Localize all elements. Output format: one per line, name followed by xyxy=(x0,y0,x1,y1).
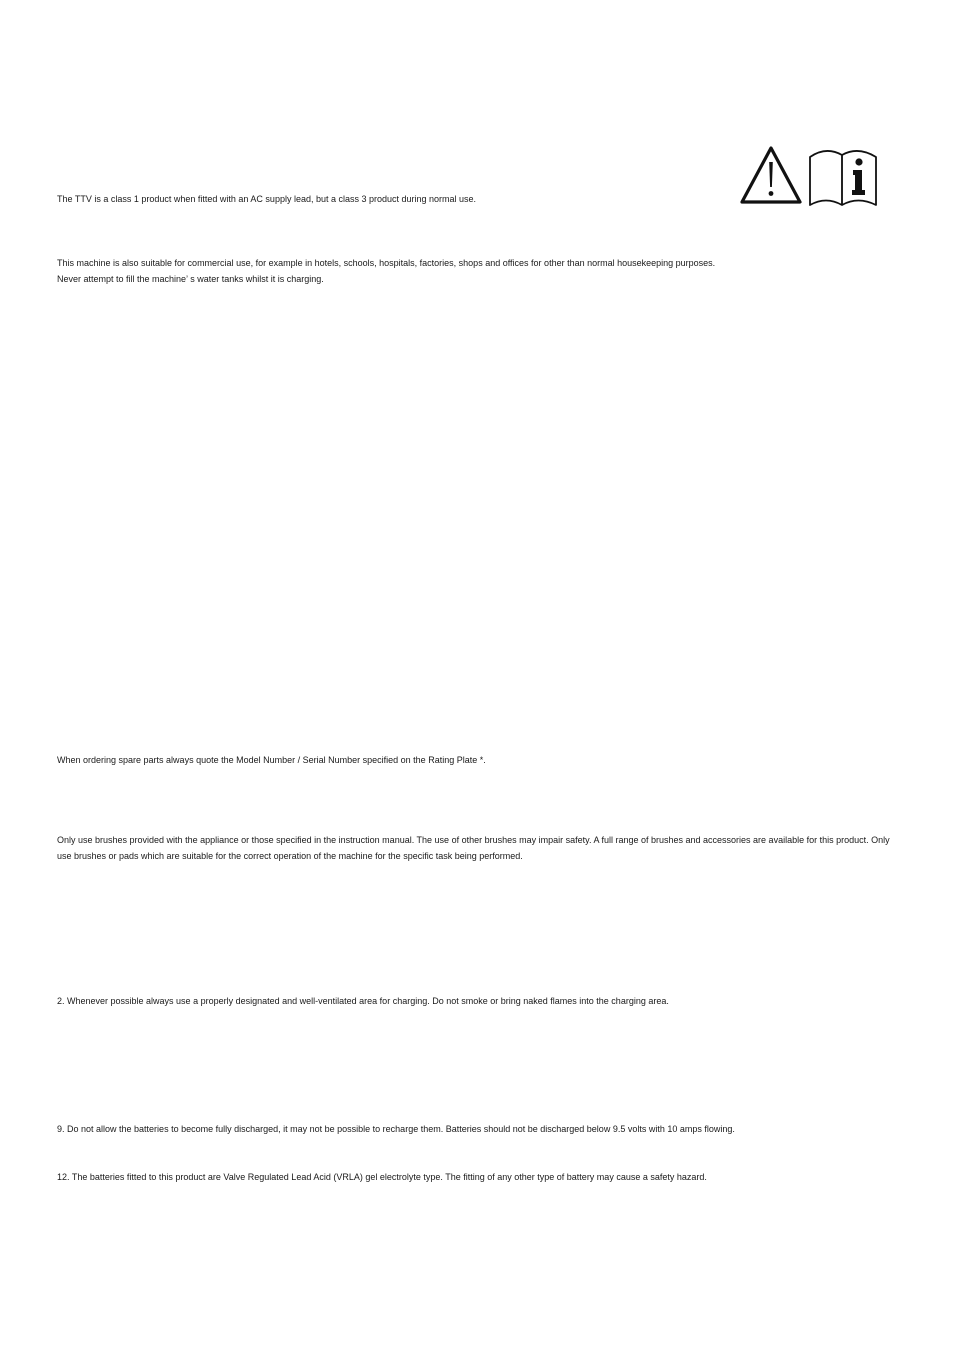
water-tank-warning: Never attempt to fill the machine’ s water tanks whilst it is charging. xyxy=(57,274,324,284)
battery-discharge-item-9: 9. Do not allow the batteries to become fully discharged, it may not be possible to recharge them. Batteries should not be discharged below 9.5 volts with 10 amps flowing. xyxy=(57,1124,735,1134)
warning-triangle-icon xyxy=(742,148,800,202)
safety-icons xyxy=(740,145,880,207)
read-manual-info-icon xyxy=(810,151,876,205)
spare-parts-note: When ordering spare parts always quote the Model Number / Serial Number specified on the Rating Plate *. xyxy=(57,755,486,765)
charging-area-item-2: 2. Whenever possible always use a properly designated and well-ventilated area for charging. Do not smoke or bring naked flames into the charging area. xyxy=(57,996,669,1006)
battery-type-item-12: 12. The batteries fitted to this product are Valve Regulated Lead Acid (VRLA) gel electrolyte type. The fitting of any other type of battery may cause a safety hazard. xyxy=(57,1172,707,1182)
commercial-use-note: This machine is also suitable for commercial use, for example in hotels, schools, hospitals, factories, shops and offices for other than normal housekeeping purposes. xyxy=(57,258,716,268)
brushes-note: Only use brushes provided with the appliance or those specified in the instruction manual. The use of other brushes may impair safety. A full range of brushes and accessories are available for this product. Only use brushes or pads which are suitable for the correct operation of the machine for the specific task being performed. xyxy=(57,835,890,861)
class-product-note: The TTV is a class 1 product when fitted with an AC supply lead, but a class 3 product during normal use. xyxy=(57,194,477,204)
